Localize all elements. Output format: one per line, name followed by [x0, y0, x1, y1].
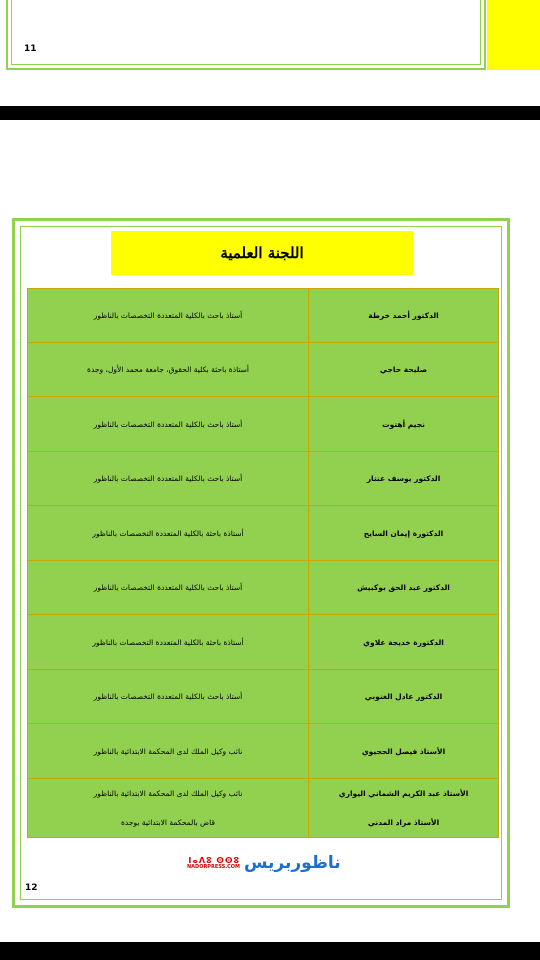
page-number-12: 12 — [25, 883, 38, 893]
member-description: أستاذ باحث بالكلية المتعددة التخصصات بالناظور — [28, 452, 309, 505]
member-name: الدكتور أحمد خرطة — [368, 311, 439, 320]
member-description: أستاذة باحثة بالكلية المتعددة التخصصات بالناظور — [28, 506, 309, 560]
member-description: نائب وكيل الملك لدى المحكمة الابتدائية بالناظور — [28, 724, 309, 778]
member-name: صليحة حاجي — [379, 365, 428, 374]
member-description: أستاذة باحثة بالكلية المتعددة التخصصات بالناظور — [28, 615, 309, 669]
page-separator-top — [0, 106, 540, 120]
nadorpress-logo — [187, 851, 341, 875]
member-name: الدكتورة خديجة علاوي — [363, 637, 444, 647]
logo-tifinagh-text: ⵏⴰⴷⵓ ⵙⵙⵓ — [188, 855, 241, 865]
table-row — [28, 724, 498, 779]
member-description: أستاذ باحث بالكلية المتعددة التخصصات بالناظور — [28, 397, 309, 451]
page-11-inner-border — [11, 0, 481, 65]
page-number-11: 11 — [24, 44, 37, 54]
table-row — [28, 289, 498, 343]
page-title: اللجنة العلمية — [220, 244, 304, 262]
table-row — [28, 615, 498, 670]
member-name: الأستاذ عبد الكريم الشماني اليواري — [338, 789, 469, 798]
logo-latin-block — [187, 857, 240, 870]
member-name: الأستاذ مراد المدني — [367, 818, 440, 827]
member-description-group — [28, 779, 309, 837]
title-box — [111, 231, 413, 275]
member-description: قاض بالمحكمة الابتدائية بوجدة — [121, 818, 215, 827]
table-row — [28, 452, 498, 506]
page-12-frame — [12, 218, 510, 908]
logo-url-text: NADORPRESS.COM — [187, 863, 241, 870]
table-row — [28, 506, 498, 561]
table-row — [28, 343, 498, 397]
member-description: أستاذة باحثة بكلية الحقوق، جامعة محمد الأول، وجدة — [28, 343, 309, 396]
page-separator-bottom — [0, 942, 540, 960]
member-name: نجيم أهتوت — [382, 419, 425, 429]
member-name: الدكتور يوسف عنتار — [366, 474, 441, 483]
table-row — [28, 561, 498, 615]
member-description: أستاذ باحث بالكلية المتعددة التخصصات بالناظور — [28, 289, 309, 342]
member-name: الأستاذ فيصل الحجيوي — [361, 746, 446, 756]
page-11-frame — [6, 0, 486, 70]
table-row — [28, 670, 498, 724]
logo-arabic-text: ناظوربريس — [244, 853, 341, 873]
member-name: الدكتور عادل الغنوبي — [364, 692, 443, 701]
member-name: الدكتور عبد الحق بوكبيش — [357, 583, 450, 592]
table-row — [28, 779, 498, 837]
member-name-group — [309, 779, 498, 837]
yellow-side-tab — [487, 0, 540, 70]
table-row — [28, 397, 498, 452]
committee-table — [27, 288, 499, 838]
member-description: أستاذ باحث بالكلية المتعددة التخصصات بالناظور — [28, 670, 309, 723]
member-description: نائب وكيل الملك لدى المحكمة الابتدائية بالناظور — [93, 789, 243, 798]
member-name: الدكتورة إيمان السايح — [363, 528, 444, 538]
member-description: أستاذ باحث بالكلية المتعددة التخصصات بالناظور — [28, 561, 309, 614]
